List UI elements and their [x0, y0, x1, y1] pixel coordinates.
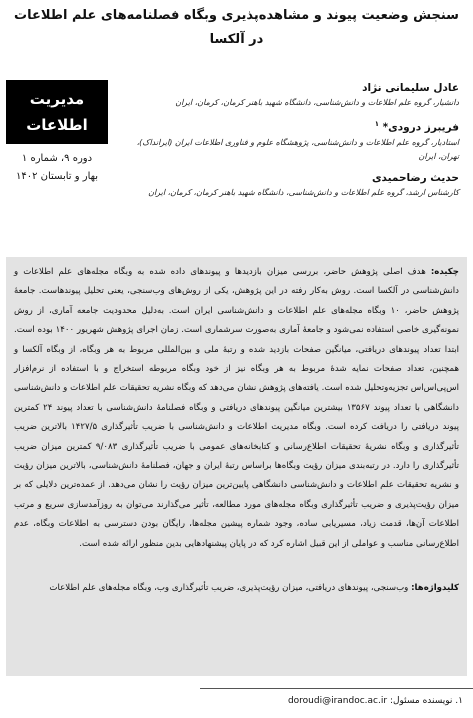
author-email-link[interactable]: doroudi@irandoc.ac.ir — [287, 696, 388, 706]
abstract-box — [6, 257, 467, 676]
issue-number: دوره ۹، شماره ۱ — [21, 153, 93, 164]
keywords-label: کلیدواژه‌ها: — [411, 583, 459, 593]
author-name-text: فریبرز درودی* — [382, 121, 459, 134]
author-block — [129, 80, 459, 110]
footnote-marker: ۱ — [374, 120, 379, 128]
issue-info — [6, 150, 108, 186]
author-affiliation: دانشیار، گروه علم اطلاعات و دانش‌شناسی، دانشگاه شهید باهنر کرمان، کرمان، ایران — [175, 98, 459, 107]
journal-name-line1: مدیریت — [29, 90, 85, 108]
footnote-divider — [200, 688, 473, 689]
author-affiliation: استادیار، گروه علم اطلاعات و دانش‌شناسی، پژوهشگاه علوم و فناوری اطلاعات ایران (ایرانداک)، تهران، ایران — [136, 137, 459, 161]
authors-list — [129, 80, 459, 206]
author-block — [129, 170, 459, 200]
author-name: حدیث رضاحمیدی — [371, 171, 459, 184]
abstract-text: هدف اصلی پژوهش حاضر، بررسی میزان بازدیدها و پیوندهای داده شده به وبگاه مجله‌های علم اطلاعات و دانش‌شناسی در آلکسا است. روش به‌کار رفته در این پژوهش، یکی از روش‌های وب‌سنجی، یعنی تحلیل پیوندهاست. جامعهٔ پژوهش حاضر، ۱۰ وبگاه مجله‌های علم اطلاعات و دانش‌شناسی ایران است. به‌دلیل محدودیت جامعه آماری، از روش نمونه‌گیری خاصی استفاده نمی‌شود و جامعهٔ آماری به‌صورت سرشماری است. زمان اجرای پژوهش شهریور ۱۴۰۰ بوده است. ابتدا تعداد پیوندهای دریافتی، میانگین صفحات بازدید شده و رتبهٔ ملی و بین‌المللی مربوط به هر وبگاه، از وبگاه آلکسا و همچنین، تعداد صفحات نمایه شدهٔ مربوط به هر وبگاه نیز از خود وبگاه مربوطه استخراج و با استفاده از نرم‌افزار اس‌پی‌اس‌اس تجزیه‌وتحلیل شده است. یافته‌های پژوهش نشان می‌دهد که وبگاه نشریه تحقیقات علم اطلاعات و دانش‌شناسی دانشگاهی با تعداد پیوند ۱۳۵۶۷ بیشترین میانگین پیوندهای دریافتی و وبگاه فصلنامهٔ دانش‌شناسی با تعداد پیوند ۲۴ کمترین پیوند دریافتی را دریافت کرده است. وبگاه مدیریت اطلاعات و دانش‌شناسی با ضریب تأثیرگذاری ۱۴۲۷/۵ بالاترین ضریب تأثیرگذاری و وبگاه نشریهٔ تحقیقات اطلاع‌رسانی و کتابخانه‌های عمومی با ضریب تأثیرگذاری ۹/۰۸۳ کمترین میزان ضریب تأثیرگذاری را دارد. در رتبه‌بندی میزان رؤیت وبگاه‌ها براساس رتبهٔ ایران و جهان، فصلنامهٔ دانش‌شناسی، بالاترین میزان رؤیت و نشریه تحقیقات علم اطلاعات و دانش‌شناسی دانشگاهی پایین‌ترین میزان رؤیت را نشان می‌دهد. از عمده‌ترین دلایلی که بر میزان رؤیت‌پذیری و ضریب تأثیرگذاری وبگاه مجله‌های مورد مطالعه، تأثیر می‌گذارند می‌توان به روزآمدسازی سریع و مرتب اطلاعات آن‌ها، قدمت زیاد، مسیریابی ساده، وجود شماره پیشین مجله‌ها، رایگان بودن دسترسی به اطلاعات وبگاه، عدم اطلاع‌رسانی مناسب و عواملی از این قبیل اشاره کرد که در پایان پیشنهادهایی بدین منظور ارائه شده است. — [14, 267, 460, 549]
footnote-label: ۱. نویسنده مسئول: — [389, 696, 463, 706]
author-name: عادل سلیمانی نژاد — [362, 82, 459, 94]
footnote — [8, 694, 463, 708]
abstract-label: چکیده: — [430, 267, 459, 277]
issue-season: بهار و تابستان ۱۴۰۲ — [15, 171, 99, 182]
author-block — [129, 116, 459, 164]
abstract-paragraph — [14, 263, 459, 554]
author-name — [129, 116, 459, 136]
article-title: سنجش وضعیت پیوند و مشاهده‌پذیری وبگاه فصلنامه‌های علم اطلاعات در آلکسا — [14, 8, 459, 47]
keywords-text: وب‌سنجی، پیوندهای دریافتی، میزان رؤیت‌پذیری، ضریب تأثیرگذاری وب، وبگاه مجله‌های علم اطلاعات — [49, 583, 409, 593]
journal-name-line2: اطلاعات — [26, 116, 88, 134]
author-affiliation: کارشناس ارشد، گروه علم اطلاعات و دانش‌شناسی، دانشگاه شهید باهنر کرمان، کرمان، ایران — [148, 187, 459, 197]
keywords-paragraph — [14, 579, 459, 598]
journal-badge — [6, 80, 108, 144]
